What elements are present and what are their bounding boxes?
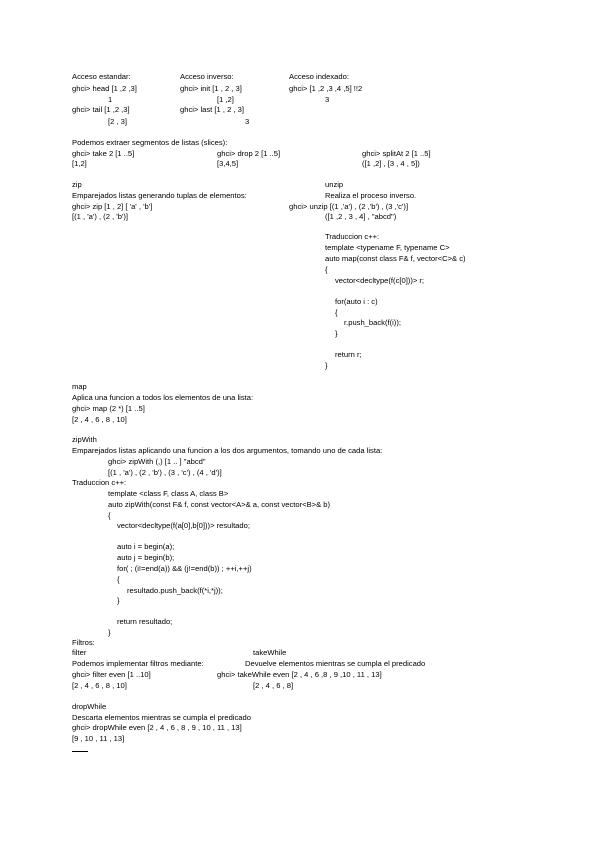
output-line: [2 , 4 , 6 , 8] [253,681,294,690]
code-line: { [335,308,338,317]
code-line: auto zipWith(const F& f, const vector<A>& a, const vector<B>& b) [108,500,331,509]
code-line: vector<decltype(f(a[0],b[0]))> resultado; [117,521,250,530]
code-line: ghci> zip [1 , 2] [ 'a' , 'b'] [72,202,153,211]
output-line: [2 , 4 , 6 , 8 , 10] [72,415,127,424]
output-line: ([1 ,2 , 3 , 4] , "abcd") [325,212,397,221]
paragraph: Devuelve elementos mientras se cumpla el predicado [245,659,426,668]
output-line: 3 [325,95,330,104]
code-line: { [325,265,328,274]
code-line: ghci> head [1 ,2 ,3] [72,84,137,93]
code-line: ghci> splitAt 2 [1 ..5] [362,149,431,158]
paragraph: Podemos extraer segmentos de listas (slices): [72,138,228,147]
code-line: r.push_back(f(i)); [344,318,401,327]
code-line: ghci> init [1 , 2 , 3] [180,84,242,93]
code-line: ghci> tail [1 ,2 ,3] [72,105,130,114]
output-line: [2 , 3] [108,117,127,126]
code-line: template <typename F, typename C> [325,243,450,252]
output-line: 1 [108,95,113,104]
code-line: template <class F, class A, class B> [108,489,229,498]
end-rule [72,751,88,752]
code-line: ghci> dropWhile even [2 , 4 , 6 , 8 , 9 , 10 , 11 , 13] [72,723,242,732]
output-line: [(1 , 'a') , (2 , 'b') , (3 , 'c') , (4 , 'd')] [108,468,222,477]
code-line: ghci> last [1 , 2 , 3] [180,105,244,114]
output-line: [(1 , 'a') , (2 , 'b')] [72,212,129,221]
code-line: return resultado; [117,617,173,626]
paragraph: Emparejados listas generando tuplas de elementos: [72,191,247,200]
output-line: [2 , 4 , 6 , 8 , 10] [72,681,127,690]
heading-traduccion: Traduccion c++: [72,478,127,487]
heading-unzip: unzip [325,180,344,189]
heading-acceso-inverso: Acceso inverso: [180,72,234,81]
code-line: } [325,361,328,370]
code-line: ghci> take 2 [1 ..5] [72,149,135,158]
code-line: for(auto i : c) [335,297,378,306]
code-line: vector<decltype(f(c[0]))> r; [335,276,425,285]
heading-filter: filter [72,648,87,657]
heading-traduccion: Traduccion c++: [325,232,380,241]
paragraph: Realiza el proceso inverso. [325,191,417,200]
code-line: ghci> map (2 *) [1 ..5] [72,404,145,413]
code-line: auto i = begin(a); [117,542,175,551]
paragraph: Podemos implementar filtros mediante: [72,659,204,668]
paragraph: Emparejados listas aplicando una funcion a los dos argumentos, tomando uno de cada lista: [72,446,383,455]
output-line: [1,2] [72,159,87,168]
output-line: 3 [245,117,250,126]
output-line: ([1 ,2] , [3 , 4 , 5]) [362,159,420,168]
code-line: ghci> drop 2 [1 ..5] [217,149,281,158]
code-line: } [117,596,120,605]
code-line: } [335,329,338,338]
heading-filtros: Filtros: [72,638,95,647]
heading-map: map [72,382,87,391]
heading-zip: zip [72,180,82,189]
code-line: ghci> [1 ,2 ,3 ,4 ,5] !!2 [289,84,363,93]
code-line: } [108,628,111,637]
code-line: resultado.push_back(f(*i,*j)); [127,586,223,595]
heading-takewhile: takeWhile [253,648,287,657]
code-line: ghci> filter even [1 ..10] [72,670,151,679]
code-line: ghci> takeWhile even [2 , 4 , 6 ,8 , 9 ,10 , 11 , 13] [217,670,382,679]
code-line: return r; [335,350,362,359]
heading-acceso-indexado: Acceso indexado: [289,72,349,81]
code-line: { [117,575,120,584]
code-line: ghci> zipWith (,) [1 .. ] "abcd" [108,457,206,466]
paragraph: Aplica una funcion a todos los elementos de una lista: [72,393,254,402]
heading-acceso-estandar: Acceso estandar: [72,72,131,81]
code-line: for( ; (i!=end(a)) && (j!=end(b)) ; ++i,++j) [117,564,252,573]
paragraph: Descarta elementos mientras se cumpla el predicado [72,713,251,722]
code-line: auto j = begin(b); [117,553,175,562]
output-line: [1 ,2] [217,95,234,104]
heading-zipwith: zipWith [72,435,97,444]
code-line: ghci> unzip [(1 ,'a') , (2 ,'b') , (3 ,'c')] [289,202,409,211]
heading-dropwhile: dropWhile [72,702,107,711]
output-line: [9 , 10 , 11 , 13] [72,734,125,743]
code-line: { [108,511,111,520]
output-line: [3,4,5] [217,159,239,168]
code-line: auto map(const class F& f, vector<C>& c) [325,254,466,263]
